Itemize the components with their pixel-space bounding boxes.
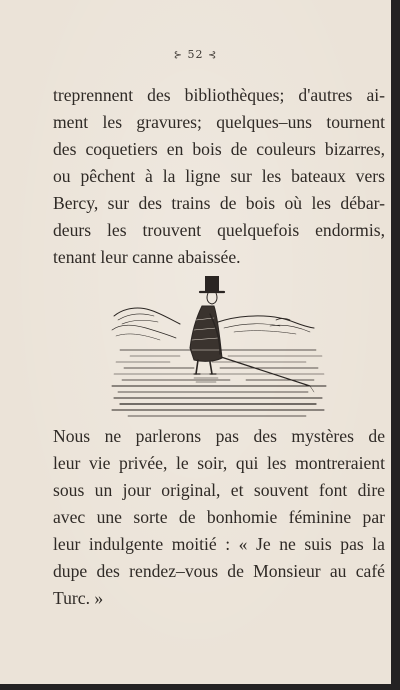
page-number: 52 xyxy=(187,48,204,61)
page-number-header xyxy=(0,48,391,61)
text-line: ment les gravures; quelques–uns tournent xyxy=(53,112,385,132)
text-line: sous un jour original, et souvent font dire xyxy=(53,480,385,500)
text-line: ou pêchent à la ligne sur les bateaux vers xyxy=(53,166,385,186)
text-line: tenant leur canne abaissée. xyxy=(53,247,241,267)
engraving-fisherman-icon xyxy=(110,274,330,422)
text-line: Nous ne parlerons pas des mystères de xyxy=(53,426,385,446)
text-line: treprennent des bibliothèques; d'autres ai- xyxy=(53,85,385,105)
paragraph-2 xyxy=(53,423,385,612)
text-line: avec une sorte de bonhomie féminine par xyxy=(53,507,385,527)
scan-edge-bottom xyxy=(0,684,400,690)
text-line: Bercy, sur des trains de bois où les débar- xyxy=(53,193,385,213)
text-line: leur vie privée, le soir, qui les montreraient xyxy=(53,453,385,473)
text-line: dupe des rendez–vous de Monsieur au café xyxy=(53,561,385,581)
ornament-right-icon: ⊰ xyxy=(208,50,218,61)
text-line: deurs les trouvent quelquefois endormis, xyxy=(53,220,385,240)
paragraph-1 xyxy=(53,82,385,271)
text-line: leur indulgente moitié : « Je ne suis pas la xyxy=(53,534,385,554)
scan-edge-right xyxy=(391,0,400,690)
text-line: Turc. » xyxy=(53,588,104,608)
ornament-left-icon: ⊱ xyxy=(173,50,183,61)
text-line: des coquetiers en bois de couleurs bizarres, xyxy=(53,139,385,159)
